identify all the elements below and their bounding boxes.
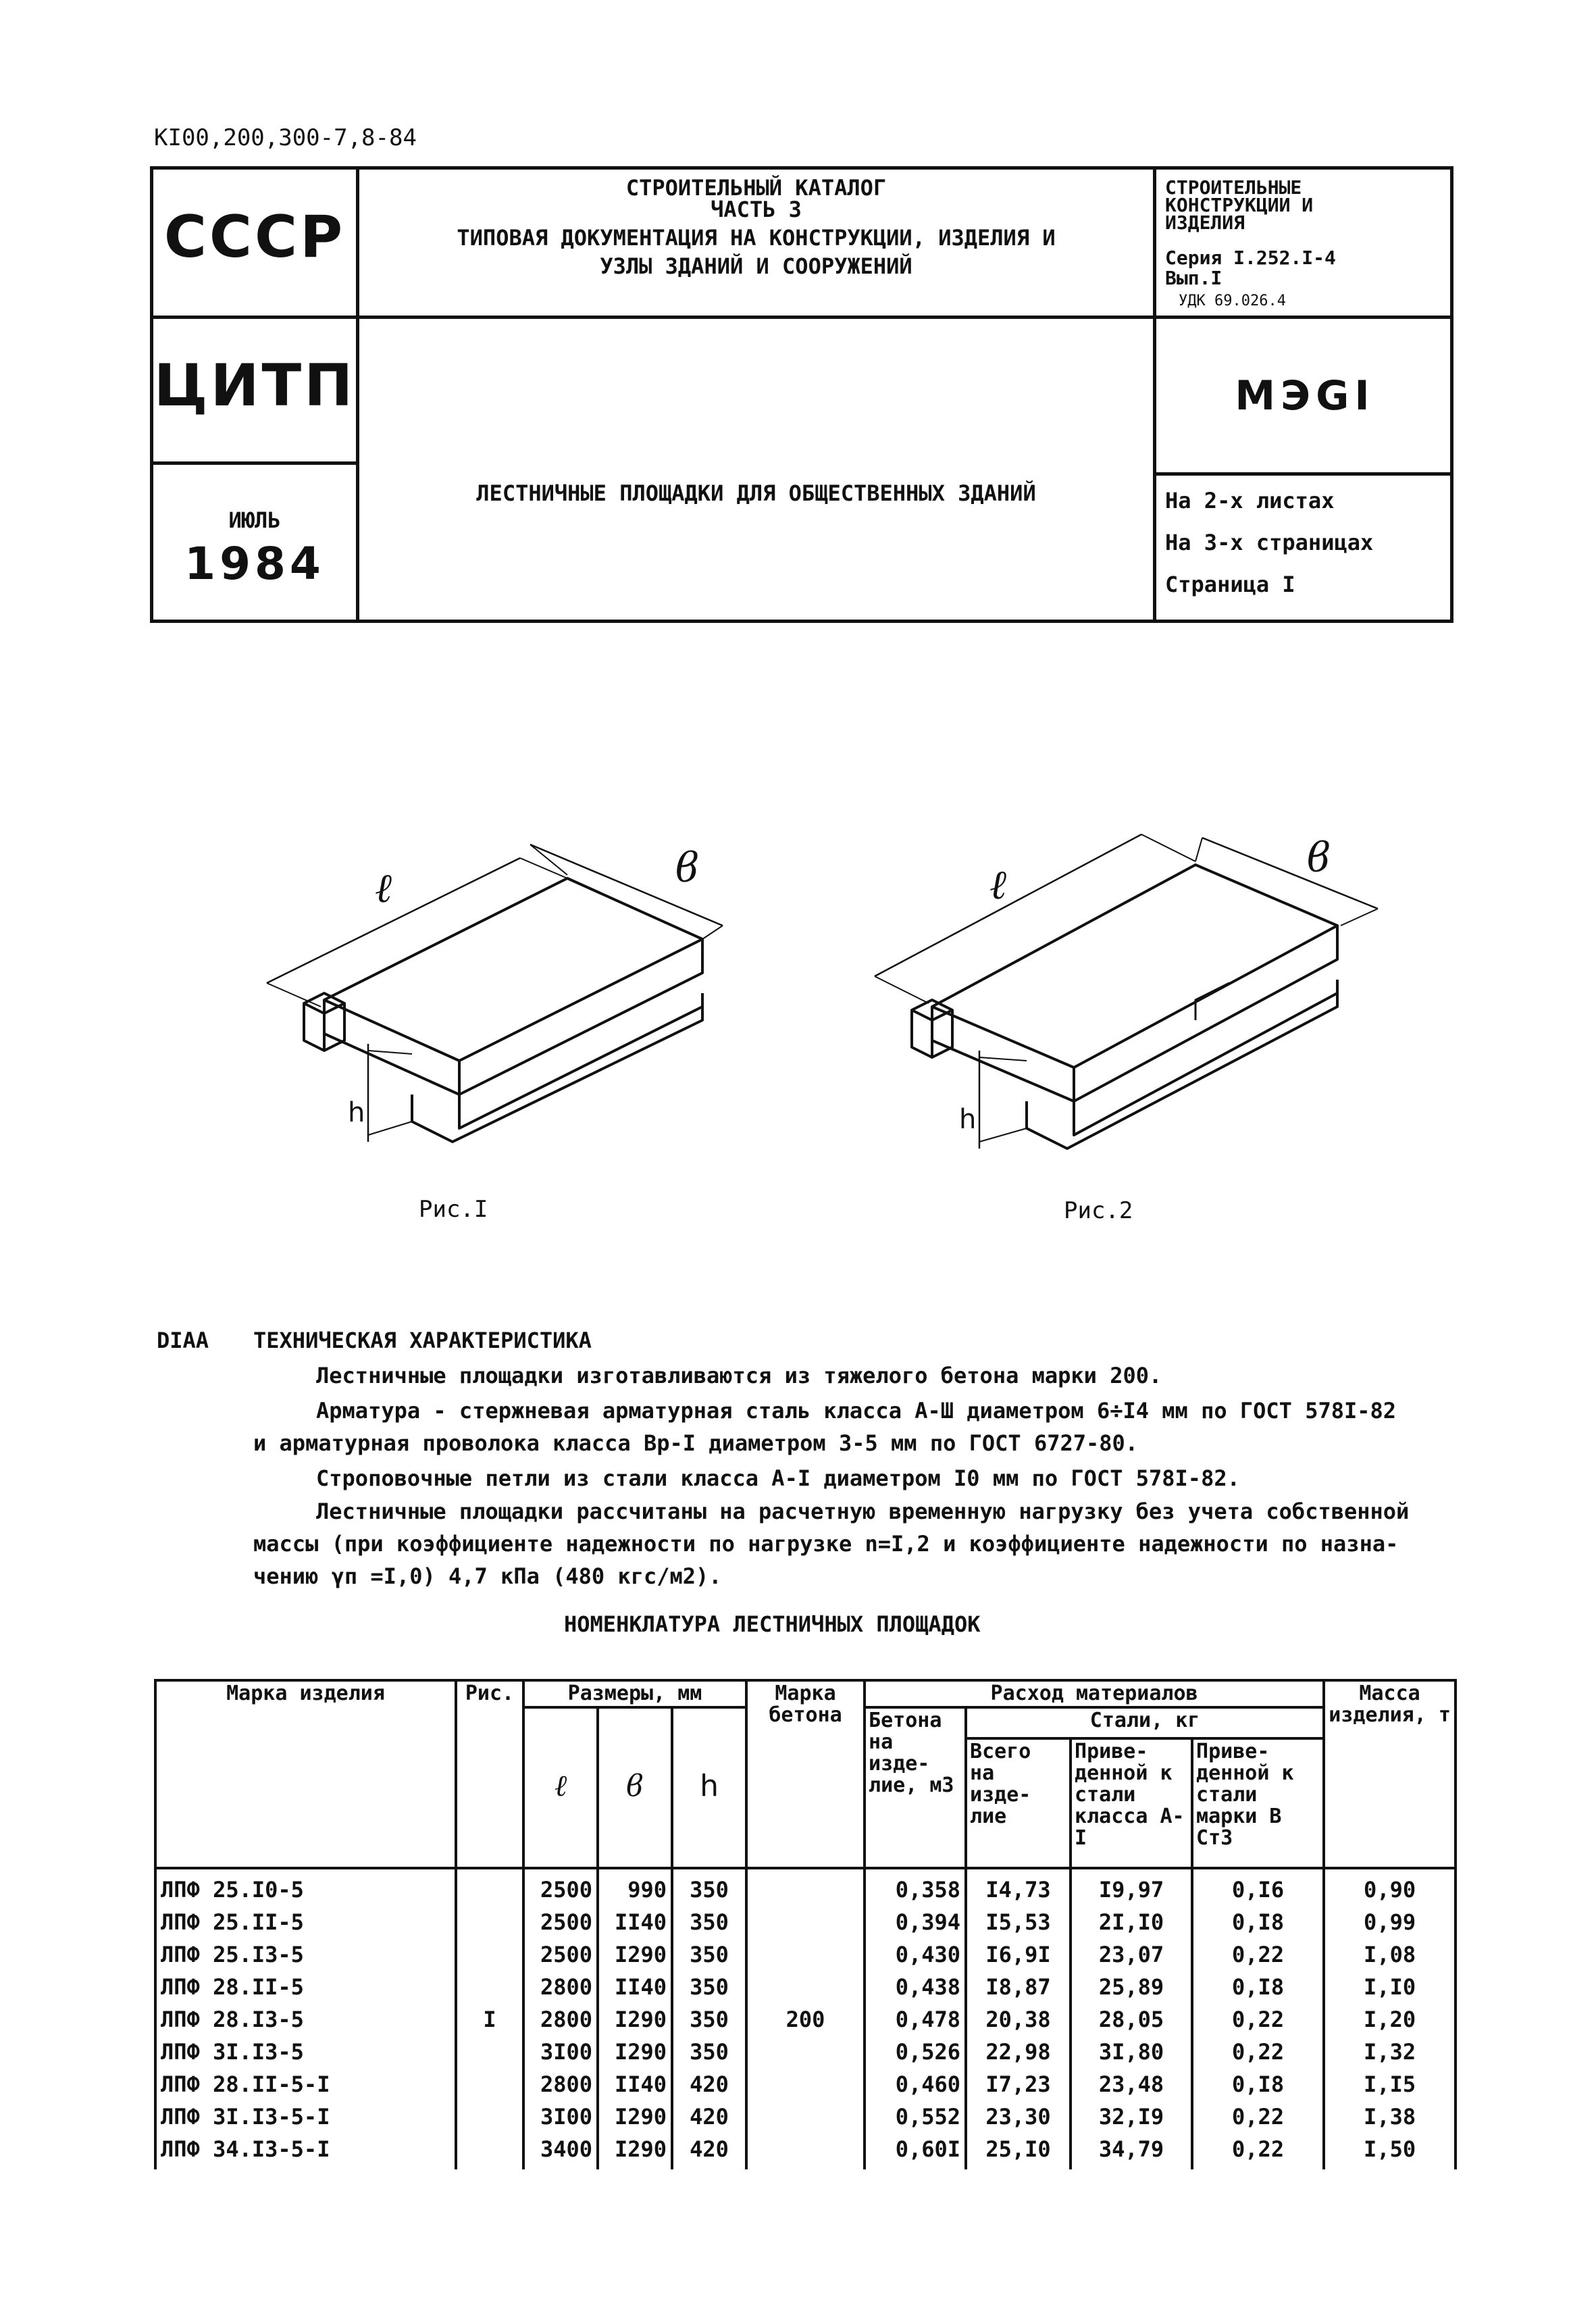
citp-label: ЦИТП xyxy=(153,352,356,420)
cell-h: 350 xyxy=(690,1877,729,1903)
nomenclature-table xyxy=(154,1679,1457,2169)
title-block xyxy=(150,166,1453,623)
cell-mark: ЛПФ 28.II-5 xyxy=(161,1974,304,2000)
cell-vol: 0,60I xyxy=(895,2136,961,2162)
page-number: Страница I xyxy=(1165,572,1295,597)
cell-mark: ЛПФ 28.I3-5 xyxy=(161,2007,304,2032)
tech-section-code: DIAA xyxy=(157,1328,209,1353)
table-title: НОМЕНКЛАТУРА ЛЕСТНИЧНЫХ ПЛОЩАДОК xyxy=(564,1611,981,1637)
fig2-width-label: ϐ xyxy=(1307,834,1331,882)
cell-total: I4,73 xyxy=(985,1877,1051,1903)
figure-number: I xyxy=(483,2007,496,2032)
cell-mark: ЛПФ 25.I3-5 xyxy=(161,1942,304,1967)
cell-vol: 0,438 xyxy=(895,1974,961,2000)
col-header-height: h xyxy=(700,1768,719,1803)
document-code-mark: МЭGI xyxy=(1235,372,1375,420)
cell-b: I290 xyxy=(614,2136,667,2162)
figure-1-drawing xyxy=(257,797,770,1162)
cell-a1: I9,97 xyxy=(1098,1877,1164,1903)
catalog-title-2: ЧАСТЬ 3 xyxy=(711,197,802,222)
cell-a1: 32,I9 xyxy=(1098,2104,1164,2130)
cell-a1: 28,05 xyxy=(1098,2007,1164,2032)
cell-mark: ЛПФ 28.II-5-I xyxy=(161,2071,330,2097)
cell-a1: 23,48 xyxy=(1098,2071,1164,2097)
cell-l: 2800 xyxy=(540,2007,592,2032)
tech-paragraph-2a: Арматура - стержневая арматурная сталь класса А-Ш диаметром 6÷I4 мм по ГОСТ 578I-82 xyxy=(316,1398,1397,1424)
figure-2-drawing xyxy=(865,824,1398,1176)
col-header-steel-total: Всего на изде-лие xyxy=(966,1738,1071,1868)
col-header-figure: Рис. xyxy=(456,1680,523,1868)
cell-l: 3I00 xyxy=(540,2039,592,2065)
col-header-sizes: Размеры, мм xyxy=(523,1680,746,1707)
col-header-width: ϐ xyxy=(626,1768,644,1803)
tech-paragraph-1: Лестничные площадки изготавливаются из тяжелого бетона марки 200. xyxy=(316,1363,1162,1388)
cell-mark: ЛПФ 25.I0-5 xyxy=(161,1877,304,1903)
cell-mark: ЛПФ 25.II-5 xyxy=(161,1909,304,1935)
cell-a1: 23,07 xyxy=(1098,1942,1164,1967)
right-title-1: СТРОИТЕЛЬНЫЕ xyxy=(1165,176,1302,199)
catalog-title-3: ТИПОВАЯ ДОКУМЕНТАЦИЯ НА КОНСТРУКЦИИ, ИЗДЕЛИЯ И xyxy=(457,225,1056,251)
cell-total: 20,38 xyxy=(985,2007,1051,2032)
cell-l: 3400 xyxy=(540,2136,592,2162)
pages-count: На 3-х страницах xyxy=(1165,530,1374,555)
cell-mass: 0,90 xyxy=(1364,1877,1416,1903)
cell-b: I290 xyxy=(614,2104,667,2130)
cell-a1: 34,79 xyxy=(1098,2136,1164,2162)
cell-mass: I,50 xyxy=(1364,2136,1416,2162)
cell-h: 350 xyxy=(690,2039,729,2065)
cell-b: 990 xyxy=(627,1877,667,1903)
cell-mass: I,08 xyxy=(1364,1942,1416,1967)
cell-mark: ЛПФ 34.I3-5-I xyxy=(161,2136,330,2162)
cell-h: 420 xyxy=(690,2104,729,2130)
column-length xyxy=(523,1868,598,2169)
column-steel-st3 xyxy=(1192,1868,1324,2169)
cell-mass: 0,99 xyxy=(1364,1909,1416,1935)
cell-mass: I,32 xyxy=(1364,2039,1416,2065)
col-header-steel: Стали, кг xyxy=(966,1707,1324,1738)
tech-paragraph-4c: чению γп =I,0) 4,7 кПа (480 кгс/м2). xyxy=(253,1563,722,1589)
cell-l: 3I00 xyxy=(540,2104,592,2130)
cell-vol: 0,460 xyxy=(895,2071,961,2097)
col-header-steel-a1: Приве-денной к стали класса А-I xyxy=(1071,1738,1192,1868)
cell-st3: 0,22 xyxy=(1232,2007,1285,2032)
tech-paragraph-2b: и арматурная проволока класса Вр-I диаметром 3-5 мм по ГОСТ 6727-80. xyxy=(253,1430,1139,1456)
tech-section-title: ТЕХНИЧЕСКАЯ ХАРАКТЕРИСТИКА xyxy=(253,1328,592,1353)
catalog-title-4: УЗЛЫ ЗДАНИЙ И СООРУЖЕНИЙ xyxy=(600,253,912,279)
cell-b: II40 xyxy=(614,2071,667,2097)
cell-vol: 0,358 xyxy=(895,1877,961,1903)
column-mass xyxy=(1324,1868,1456,2169)
col-header-mass: Масса изделия, т xyxy=(1324,1680,1456,1868)
fig1-height-label: h xyxy=(348,1097,365,1128)
col-header-concrete-volume: Бетона на изде-лие, м3 xyxy=(865,1707,966,1868)
cell-b: I290 xyxy=(614,2039,667,2065)
fig2-height-label: h xyxy=(959,1104,977,1135)
cell-l: 2800 xyxy=(540,1974,592,2000)
cell-l: 2500 xyxy=(540,1909,592,1935)
cell-st3: 0,22 xyxy=(1232,2039,1285,2065)
cell-l: 2500 xyxy=(540,1877,592,1903)
series-label: Серия I.252.I-4 xyxy=(1165,247,1336,269)
cell-mass: I,I5 xyxy=(1364,2071,1416,2097)
cell-h: 420 xyxy=(690,2071,729,2097)
cell-h: 350 xyxy=(690,1909,729,1935)
cell-total: 25,I0 xyxy=(985,2136,1051,2162)
cell-mass: I,I0 xyxy=(1364,1974,1416,2000)
cell-st3: 0,22 xyxy=(1232,1942,1285,1967)
cell-total: I5,53 xyxy=(985,1909,1051,1935)
fig1-length-label: ℓ xyxy=(375,865,392,912)
cell-b: II40 xyxy=(614,1909,667,1935)
cell-mass: I,20 xyxy=(1364,2007,1416,2032)
cell-mark: ЛПФ 3I.I3-5 xyxy=(161,2039,304,2065)
document-code: КI00,200,300-7,8-84 xyxy=(154,124,417,151)
cell-total: I8,87 xyxy=(985,1974,1051,2000)
cell-b: II40 xyxy=(614,1974,667,2000)
cell-st3: 0,I6 xyxy=(1232,1877,1285,1903)
ussr-label: СССР xyxy=(163,203,346,271)
cell-h: 350 xyxy=(690,2007,729,2032)
cell-vol: 0,552 xyxy=(895,2104,961,2130)
cell-l: 2800 xyxy=(540,2071,592,2097)
cell-a1: 3I,80 xyxy=(1098,2039,1164,2065)
cell-total: 22,98 xyxy=(985,2039,1051,2065)
cell-total: 23,30 xyxy=(985,2104,1051,2130)
figure-2-caption: Рис.2 xyxy=(1064,1197,1133,1224)
cell-vol: 0,430 xyxy=(895,1942,961,1967)
year-label: 1984 xyxy=(184,538,325,590)
cell-st3: 0,I8 xyxy=(1232,1974,1285,2000)
tech-paragraph-4a: Лестничные площадки рассчитаны на расчетную временную нагрузку без учета собственной xyxy=(316,1499,1410,1524)
tech-paragraph-4b: массы (при коэффициенте надежности по нагрузке n=I,2 и коэффициенте надежности по назна- xyxy=(253,1531,1399,1557)
fig1-width-label: ϐ xyxy=(675,845,699,892)
cell-b: I290 xyxy=(614,1942,667,1967)
cell-h: 420 xyxy=(690,2136,729,2162)
cell-h: 350 xyxy=(690,1942,729,1967)
cell-mark: ЛПФ 3I.I3-5-I xyxy=(161,2104,330,2130)
right-title-3: ИЗДЕЛИЯ xyxy=(1165,211,1245,234)
month-label: ИЮЛЬ xyxy=(228,507,281,533)
cell-mass: I,38 xyxy=(1364,2104,1416,2130)
cell-h: 350 xyxy=(690,1974,729,2000)
col-header-mark: Марка изделия xyxy=(155,1680,456,1868)
cell-vol: 0,526 xyxy=(895,2039,961,2065)
cell-b: I290 xyxy=(614,2007,667,2032)
column-width xyxy=(598,1868,672,2169)
subject-title: ЛЕСТНИЧНЫЕ ПЛОЩАДКИ ДЛЯ ОБЩЕСТВЕННЫХ ЗДАНИЙ xyxy=(476,480,1036,506)
column-concrete-volume xyxy=(865,1868,966,2169)
cell-vol: 0,394 xyxy=(895,1909,961,1935)
right-title-2: КОНСТРУКЦИИ И xyxy=(1165,194,1314,216)
column-steel-a1 xyxy=(1071,1868,1192,2169)
fig2-length-label: ℓ xyxy=(989,861,1006,909)
cell-total: I6,9I xyxy=(985,1942,1051,1967)
cell-st3: 0,I8 xyxy=(1232,1909,1285,1935)
issue-label: Вып.I xyxy=(1165,267,1222,289)
cell-st3: 0,22 xyxy=(1232,2136,1285,2162)
column-steel-total xyxy=(966,1868,1071,2169)
cell-total: I7,23 xyxy=(985,2071,1051,2097)
column-mark xyxy=(155,1868,456,2169)
cell-st3: 0,I8 xyxy=(1232,2071,1285,2097)
cell-st3: 0,22 xyxy=(1232,2104,1285,2130)
column-height xyxy=(672,1868,746,2169)
figure-1-caption: Рис.I xyxy=(419,1196,488,1223)
sheets-count: На 2-х листах xyxy=(1165,488,1335,513)
col-header-steel-st3: Приве-денной к стали марки В Ст3 xyxy=(1192,1738,1324,1868)
catalog-title-1: СТРОИТЕЛЬНЫЙ КАТАЛОГ xyxy=(625,175,887,201)
cell-l: 2500 xyxy=(540,1942,592,1967)
col-header-concrete-grade: Марка бетона xyxy=(746,1680,865,1868)
cell-vol: 0,478 xyxy=(895,2007,961,2032)
udk-label: УДК 69.026.4 xyxy=(1179,293,1286,309)
concrete-grade: 200 xyxy=(786,2007,825,2032)
tech-paragraph-3: Строповочные петли из стали класса А-I диаметром I0 мм по ГОСТ 578I-82. xyxy=(316,1465,1240,1491)
cell-a1: 25,89 xyxy=(1098,1974,1164,2000)
col-header-length: ℓ xyxy=(554,1768,567,1803)
col-header-consumption: Расход материалов xyxy=(865,1680,1324,1707)
cell-a1: 2I,I0 xyxy=(1098,1909,1164,1935)
